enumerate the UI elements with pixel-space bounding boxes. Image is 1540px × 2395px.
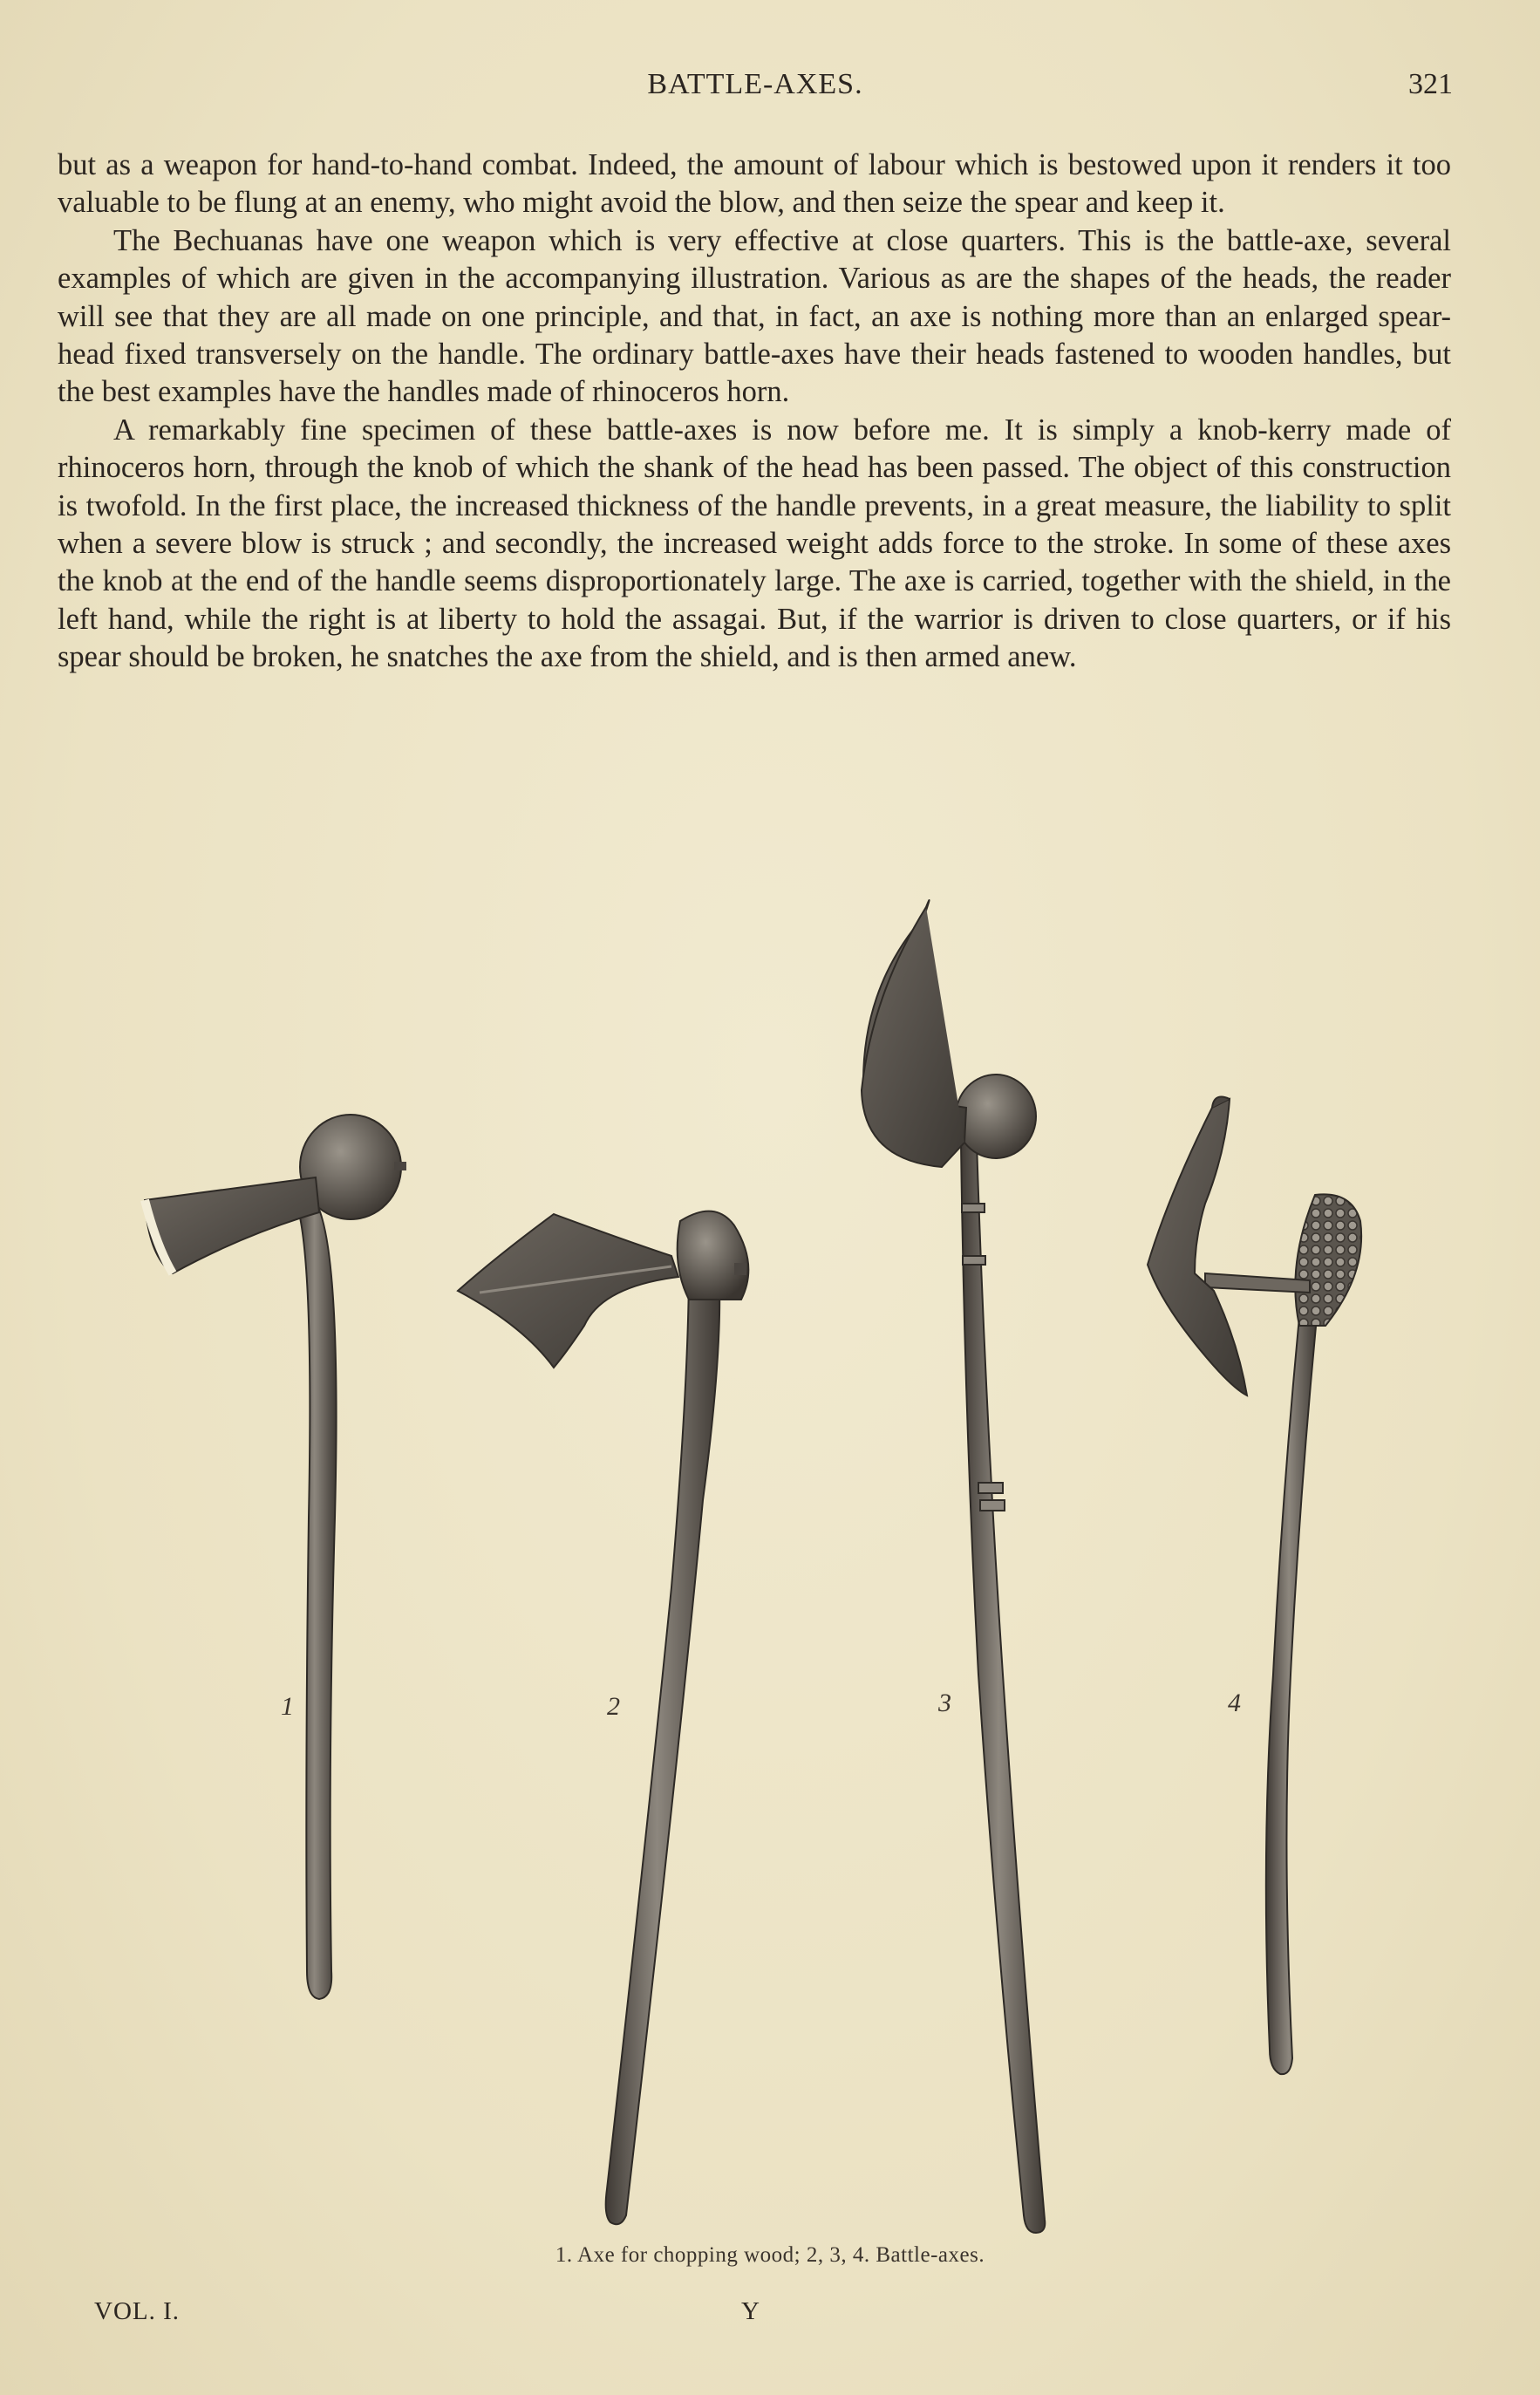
figure-number-4: 4	[1228, 1689, 1241, 1717]
figure-number-3: 3	[938, 1689, 951, 1717]
axe-3	[862, 900, 1045, 2233]
paragraph-1: but as a weapon for hand-to-hand combat. Indeed, the amount of labour which is bestowed upon it renders it too valuable to be flung at an enemy, who might avoid the blow, and then seize the spear and keep it.	[58, 148, 1451, 220]
signature-mark: Y	[741, 2297, 760, 2325]
paragraph-2: The Bechuanas have one weapon which is very effective at close quarters. This is the battle-axe, several examples of which are given in the accompanying illustration. Various as are the shapes of the heads, the reader will see that they are all made on one principle, and that, in fact, an axe is nothing more than an enlarged spear-head fixed transversely on the handle. The ordinary battle-axes have their heads fastened to wooden handles, but the best examples have the handles made of rhinoceros horn.	[58, 223, 1451, 409]
figure-number-1: 1	[281, 1692, 294, 1721]
axe-2	[458, 1211, 748, 2225]
battle-axes-illustration	[113, 890, 1421, 2250]
figure-number-2: 2	[607, 1692, 620, 1721]
body-text	[58, 147, 1451, 677]
axe-4	[1148, 1097, 1361, 2075]
paragraph-3: A remarkably fine specimen of these battle-axes is now before me. It is simply a knob-kerry made of rhinoceros horn, through the knob of which the shank of the head has been passed. The object of this construction is twofold. In the first place, the increased thickness of the handle prevents, in a great measure, the liability to split when a severe blow is struck ; and secondly, the increased weight adds force to the stroke. In some of these axes the knob at the end of the handle seems disproportionately large. The axe is carried, together with the shield, in the left hand, while the right is at liberty to hold the assagai. But, if the warrior is driven to close quarters, or if his spear should be broken, he snatches the axe from the shield, and is then armed anew.	[58, 413, 1451, 674]
figure-caption: 1. Axe for chopping wood; 2, 3, 4. Battle-axes.	[555, 2243, 985, 2267]
axe-1	[145, 1115, 406, 1999]
volume-label: VOL. I.	[94, 2297, 181, 2325]
engraving-svg	[113, 890, 1421, 2250]
page-number: 321	[1408, 68, 1453, 100]
running-head	[58, 68, 1453, 112]
running-head-title: BATTLE-AXES.	[647, 68, 863, 100]
